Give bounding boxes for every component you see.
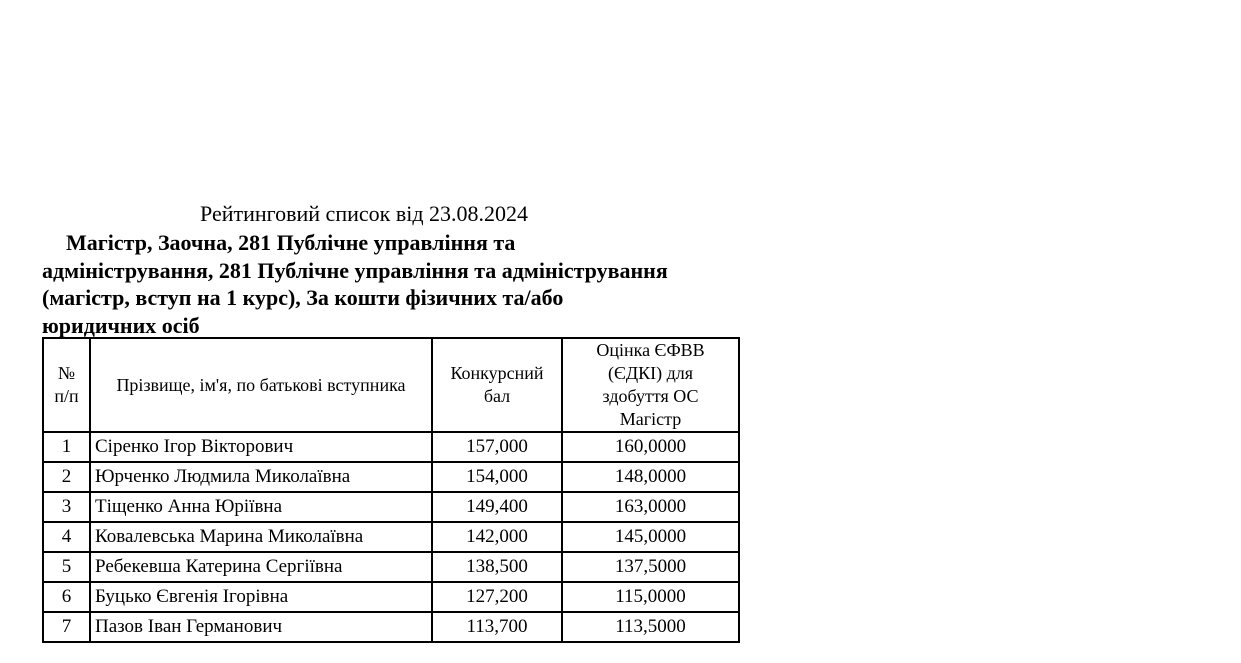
- row-score: 149,400: [432, 492, 562, 522]
- header-number-line2: п/п: [54, 386, 79, 406]
- row-name: Буцько Євгенія Ігорівна: [90, 582, 432, 612]
- header-eval-line3: здобуття ОС: [602, 386, 699, 406]
- row-evaluation: 148,0000: [562, 462, 739, 492]
- table-row: [43, 432, 739, 462]
- row-number: 4: [43, 522, 90, 552]
- header-eval-line4: Магістр: [619, 409, 682, 429]
- header-number: [43, 338, 90, 432]
- row-evaluation: 115,0000: [562, 582, 739, 612]
- row-evaluation: 163,0000: [562, 492, 739, 522]
- header-evaluation: [562, 338, 739, 432]
- row-name: Юрченко Людмила Миколаївна: [90, 462, 432, 492]
- row-number: 3: [43, 492, 90, 522]
- header-name: Прізвище, ім'я, по батькові вступника: [90, 338, 432, 432]
- table-row: [43, 612, 739, 642]
- header-eval-line1: Оцінка ЄФВВ: [596, 340, 705, 360]
- header-score-line1: Конкурсний: [450, 363, 544, 383]
- row-number: 7: [43, 612, 90, 642]
- table-row: [43, 492, 739, 522]
- row-score: 138,500: [432, 552, 562, 582]
- row-score: 154,000: [432, 462, 562, 492]
- row-number: 1: [43, 432, 90, 462]
- row-name: Ребекевша Катерина Сергіївна: [90, 552, 432, 582]
- row-name: Ковалевська Марина Миколаївна: [90, 522, 432, 552]
- table-row: [43, 552, 739, 582]
- row-name: Сіренко Ігор Вікторович: [90, 432, 432, 462]
- row-score: 142,000: [432, 522, 562, 552]
- row-evaluation: 160,0000: [562, 432, 739, 462]
- table-row: [43, 462, 739, 492]
- row-evaluation: 137,5000: [562, 552, 739, 582]
- ranking-date-title: Рейтинговий список від 23.08.2024: [200, 201, 529, 226]
- row-evaluation: 145,0000: [562, 522, 739, 552]
- ranking-table: [42, 337, 740, 643]
- table-row: [43, 522, 739, 552]
- header-score: [432, 338, 562, 432]
- program-heading: Магістр, Заочна, 281 Публічне управління та адміністрування, 281 Публічне управління та адміністрування (магістр, вступ на 1 курс), За кошти фізичних та/або юридичних осіб: [42, 230, 668, 338]
- row-name: Тіщенко Анна Юріївна: [90, 492, 432, 522]
- row-name: Пазов Іван Германович: [90, 612, 432, 642]
- row-number: 6: [43, 582, 90, 612]
- header-eval-line2: (ЄДКІ) для: [607, 363, 694, 383]
- header-number-line1: №: [57, 363, 76, 383]
- table-header-row: [43, 338, 739, 432]
- row-score: 113,700: [432, 612, 562, 642]
- row-number: 5: [43, 552, 90, 582]
- row-score: 157,000: [432, 432, 562, 462]
- row-evaluation: 113,5000: [562, 612, 739, 642]
- header-score-line2: бал: [483, 386, 511, 406]
- table-row: [43, 582, 739, 612]
- row-number: 2: [43, 462, 90, 492]
- row-score: 127,200: [432, 582, 562, 612]
